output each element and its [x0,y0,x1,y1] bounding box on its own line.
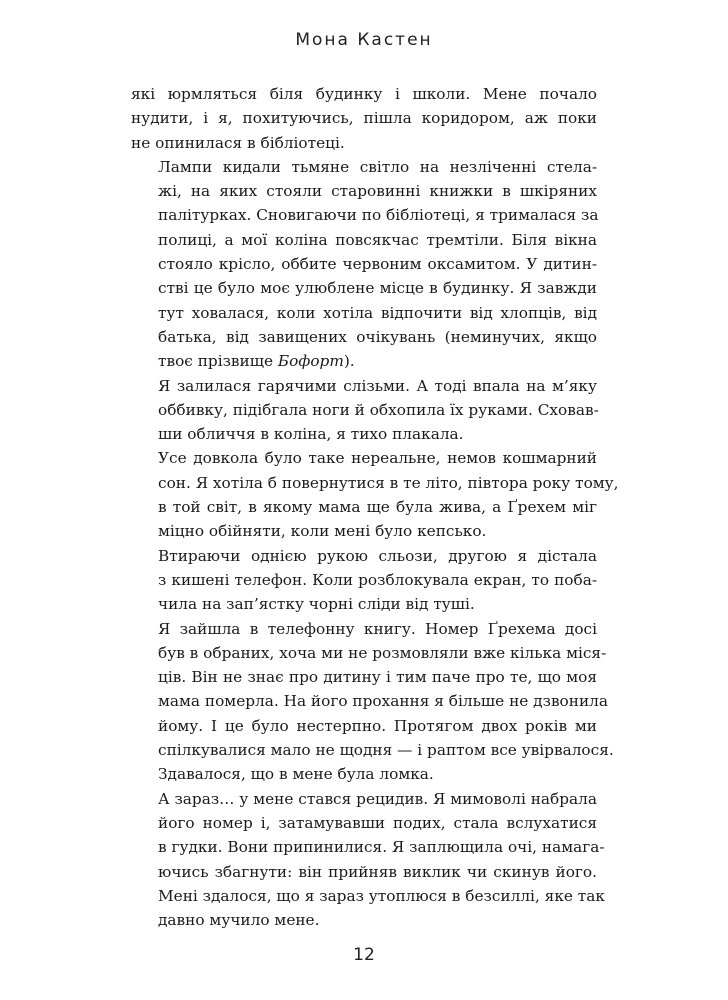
text-line: жі, на яких стояли старовинні книжки в шкіряних [158,182,597,201]
text-line: ців. Він не знає про дитину і тим паче про те, що моя [158,668,597,687]
text-line: ши обличчя в коліна, я тихо плакала. [158,425,464,444]
text-line: його номер і, затамувавши подих, стала вслухатися [158,813,597,832]
page-number: 12 [353,945,375,965]
paragraph [131,155,597,374]
text-line: давно мучило мене. [158,911,320,930]
paragraph [131,446,619,543]
paragraph [131,82,597,155]
text-line: сон. Я хотіла б повернутися в те літо, півтора року тому, [158,473,619,492]
text-line: стві це було моє улюблене місце в будинку. Я завжди [158,279,597,298]
text-line: Я залилася гарячими слізьми. А тоді впала на м’яку [158,376,597,395]
text-line: Усе довкола було таке нереальне, немов кошмарний [158,449,597,468]
text-line: в той світ, в якому мама ще була жива, а Ґрехем міг [158,498,597,517]
text-line: Я зайшла в телефонну книгу. Номер Ґрехема досі [158,619,597,638]
paragraph [131,787,605,933]
text-line: спілкувалися мало не щодня — і раптом все увірвалося. [158,741,614,760]
paragraph [131,374,597,447]
text-line: чила на зап’ястку чорні сліди від туші. [158,595,475,614]
text-line: ючись збагнути: він прийняв виклик чи скинув його. [158,862,597,881]
text-line: в гудки. Вони припинилися. Я заплющила очі, намага- [158,838,605,857]
text-line: йому. І це було нестерпно. Протягом двох років ми [158,716,597,735]
running-head: Мона Кастен [295,30,433,50]
text-line: Мені здалося, що я зараз утоплюся в безсиллі, яке так [158,886,605,905]
text-line: тут ховалася, коли хотіла відпочити від хлопців, від [158,303,597,322]
text-line: нудити, і я, похитуючись, пішла коридором, аж поки [131,109,597,128]
text-line: палітурках. Сновигаючи по бібліотеці, я трималася за [158,206,599,225]
text-line: твоє прізвище Бофорт). [158,352,355,371]
text-line: батька, від завищених очікувань (неминучих, якщо [158,327,597,346]
text-line: не опинилася в бібліотеці. [131,133,345,152]
text-line: оббивку, підібгала ноги й обхопила їх руками. Сховав- [158,400,599,419]
text-line: Здавалося, що в мене була ломка. [158,765,434,784]
text-line: А зараз… у мене стався рецидив. Я мимоволі набрала [158,789,597,808]
text-line: Втираючи однією рукою сльози, другою я дістала [158,546,597,565]
paragraph [131,617,614,787]
text-line: мама померла. На його прохання я більше не дзвонила [158,692,608,711]
text-line: полиці, а мої коліна повсякчас тремтіли. Біля вікна [158,230,597,249]
text-line: з кишені телефон. Коли розблокувала екран, то поба- [158,570,597,589]
body-text [131,82,619,932]
text-line: стояло крісло, оббите червоним оксамитом. У дитин- [158,255,597,274]
text-line: був в обраних, хоча ми не розмовляли вже кілька міся- [158,643,607,662]
text-line: Лампи кидали тьмяне світло на незліченні стела- [158,157,597,176]
paragraph [131,544,597,617]
text-line: міцно обійняти, коли мені було кепсько. [158,522,487,541]
text-line: які юрмляться біля будинку і школи. Мене почало [131,85,597,103]
